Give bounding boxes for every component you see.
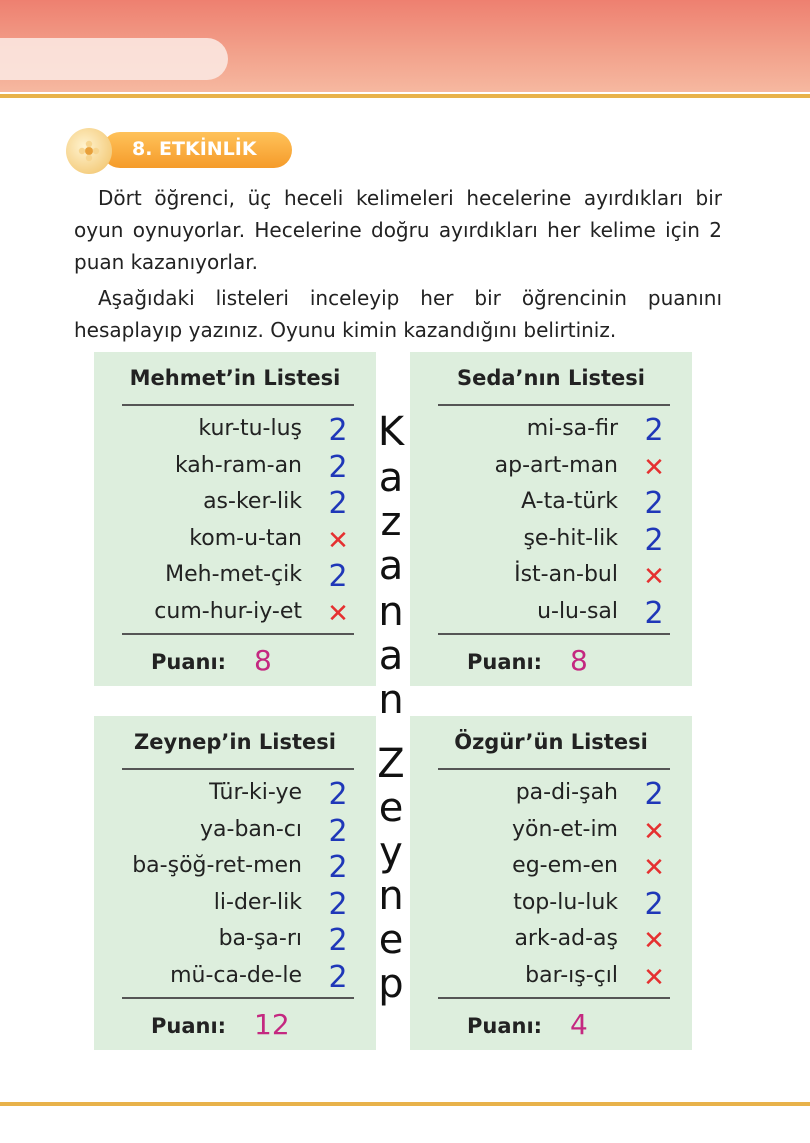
word-syllables: yön-et-im xyxy=(511,816,618,842)
card-divider xyxy=(438,997,670,999)
list-row xyxy=(410,815,692,851)
score-mark: 2 xyxy=(328,449,348,485)
flower-icon xyxy=(66,128,112,174)
list-row xyxy=(94,487,376,523)
winner-letter: a xyxy=(378,543,404,589)
score-mark: 2 xyxy=(644,777,664,812)
footer-divider xyxy=(0,1102,810,1106)
word-syllables: bar-ış-çıl xyxy=(525,962,618,988)
score-label: Puanı: xyxy=(151,1014,227,1038)
score-value: 8 xyxy=(570,644,588,677)
list-row xyxy=(410,414,692,450)
wrong-mark-icon: ✕ xyxy=(327,598,349,629)
wrong-mark-icon: ✕ xyxy=(643,926,665,956)
word-syllables: mü-ca-de-le xyxy=(170,962,302,988)
list-row xyxy=(410,851,692,887)
card-divider xyxy=(438,768,670,770)
word-syllables: kom-u-tan xyxy=(189,525,302,551)
activity-badge xyxy=(66,128,292,172)
winner-letter: Z xyxy=(377,741,405,787)
winner-letter: e xyxy=(378,785,404,831)
score-mark: 2 xyxy=(644,413,664,448)
winner-letter: z xyxy=(380,499,402,545)
score-mark: 2 xyxy=(328,886,348,922)
score-mark: 2 xyxy=(644,886,664,922)
card-divider xyxy=(122,633,354,635)
winner-letter: n xyxy=(378,677,404,723)
header-pill-decoration xyxy=(0,38,228,80)
score-mark: 2 xyxy=(328,486,348,521)
word-syllables: li-der-lik xyxy=(213,889,302,915)
wrong-mark-icon: ✕ xyxy=(643,853,665,883)
card-divider xyxy=(122,997,354,999)
word-syllables: eg-em-en xyxy=(512,853,618,878)
card-divider xyxy=(438,633,670,635)
header-divider xyxy=(0,94,810,98)
card-title: Özgür’ün Listesi xyxy=(454,730,648,754)
word-syllables: as-ker-lik xyxy=(203,489,302,514)
list-card-zeynep xyxy=(94,716,376,1050)
score-mark: 2 xyxy=(328,813,348,849)
word-syllables: u-lu-sal xyxy=(537,598,618,624)
word-syllables: top-lu-luk xyxy=(513,889,618,915)
score-mark: 2 xyxy=(644,522,664,558)
score-mark: 2 xyxy=(328,777,348,812)
list-row xyxy=(94,414,376,450)
list-row xyxy=(410,560,692,596)
score-label: Puanı: xyxy=(467,1014,543,1038)
score-mark: 2 xyxy=(328,923,348,958)
card-divider xyxy=(438,404,670,406)
score-mark: 2 xyxy=(328,559,348,594)
word-syllables: kah-ram-an xyxy=(174,452,302,478)
winner-letter: a xyxy=(378,633,404,679)
list-row xyxy=(410,597,692,633)
word-syllables: İst-an-bul xyxy=(514,562,618,587)
score-mark: 2 xyxy=(328,959,348,995)
card-title: Zeynep’in Listesi xyxy=(134,730,336,754)
score-value: 4 xyxy=(570,1008,588,1041)
list-row xyxy=(94,778,376,814)
list-card-ozgur xyxy=(410,716,692,1050)
list-card-seda xyxy=(410,352,692,686)
winner-letter: a xyxy=(378,455,404,501)
winner-letter: y xyxy=(379,829,403,875)
list-row xyxy=(94,524,376,560)
score-label: Puanı: xyxy=(467,650,543,674)
card-title: Seda’nın Listesi xyxy=(456,366,645,390)
winner-letter: n xyxy=(378,589,404,635)
winner-letter: K xyxy=(377,409,405,455)
winner-letter: p xyxy=(378,961,404,1007)
list-row xyxy=(94,597,376,633)
word-syllables: ark-ad-aş xyxy=(514,926,618,951)
list-row xyxy=(410,961,692,997)
list-row xyxy=(410,924,692,960)
word-syllables: A-ta-türk xyxy=(521,489,618,514)
word-syllables: Meh-met-çik xyxy=(165,562,302,587)
word-syllables: ap-art-man xyxy=(494,452,618,478)
list-row xyxy=(410,487,692,523)
word-syllables: ya-ban-cı xyxy=(200,816,302,842)
list-row xyxy=(94,560,376,596)
list-row xyxy=(94,451,376,487)
list-row xyxy=(94,924,376,960)
score-mark: 2 xyxy=(328,413,348,448)
card-title: Mehmet’in Listesi xyxy=(129,366,341,390)
word-syllables: mi-sa-fir xyxy=(526,416,618,441)
list-row xyxy=(410,451,692,487)
word-syllables: ba-şöğ-ret-men xyxy=(132,853,302,878)
instruction-paragraph-2: Aşağıdaki listeleri inceleyip her bir öğrencinin puanını hesaplayıp yazınız. Oyunu kimin kazandığını belirtiniz. xyxy=(74,286,722,342)
wrong-mark-icon: ✕ xyxy=(643,816,665,847)
header-band xyxy=(0,0,810,92)
score-value: 12 xyxy=(254,1008,290,1041)
list-row xyxy=(410,524,692,560)
score-value: 8 xyxy=(254,644,272,677)
score-mark: 2 xyxy=(644,595,664,631)
word-syllables: pa-di-şah xyxy=(515,780,618,805)
list-row xyxy=(410,778,692,814)
score-mark: 2 xyxy=(644,486,664,521)
score-mark: 2 xyxy=(328,850,348,885)
word-syllables: şe-hit-lik xyxy=(523,525,618,551)
winner-letter: n xyxy=(378,873,404,919)
score-label: Puanı: xyxy=(151,650,227,674)
instruction-paragraph-1: Dört öğrenci, üç heceli kelimeleri hecelerine ayırdıkları bir oyun oynuyorlar. Hecelerine doğru ayırdıkları her kelime için 2 puan kazanıyorlar. xyxy=(74,186,722,274)
list-row xyxy=(94,961,376,997)
list-row xyxy=(410,888,692,924)
list-row xyxy=(94,888,376,924)
flower-icon-glyph xyxy=(78,140,100,162)
wrong-mark-icon: ✕ xyxy=(643,562,665,592)
list-row xyxy=(94,815,376,851)
word-syllables: Tür-ki-ye xyxy=(209,780,302,805)
list-row xyxy=(94,851,376,887)
list-card-mehmet xyxy=(94,352,376,686)
wrong-mark-icon: ✕ xyxy=(327,525,349,556)
wrong-mark-icon: ✕ xyxy=(643,962,665,993)
card-divider xyxy=(122,768,354,770)
word-syllables: ba-şa-rı xyxy=(218,926,302,951)
word-syllables: kur-tu-luş xyxy=(198,416,302,441)
card-divider xyxy=(122,404,354,406)
activity-title: 8. ETKİNLİK xyxy=(132,138,257,160)
wrong-mark-icon: ✕ xyxy=(643,452,665,483)
winner-letter: e xyxy=(378,917,404,963)
word-syllables: cum-hur-iy-et xyxy=(154,598,302,624)
